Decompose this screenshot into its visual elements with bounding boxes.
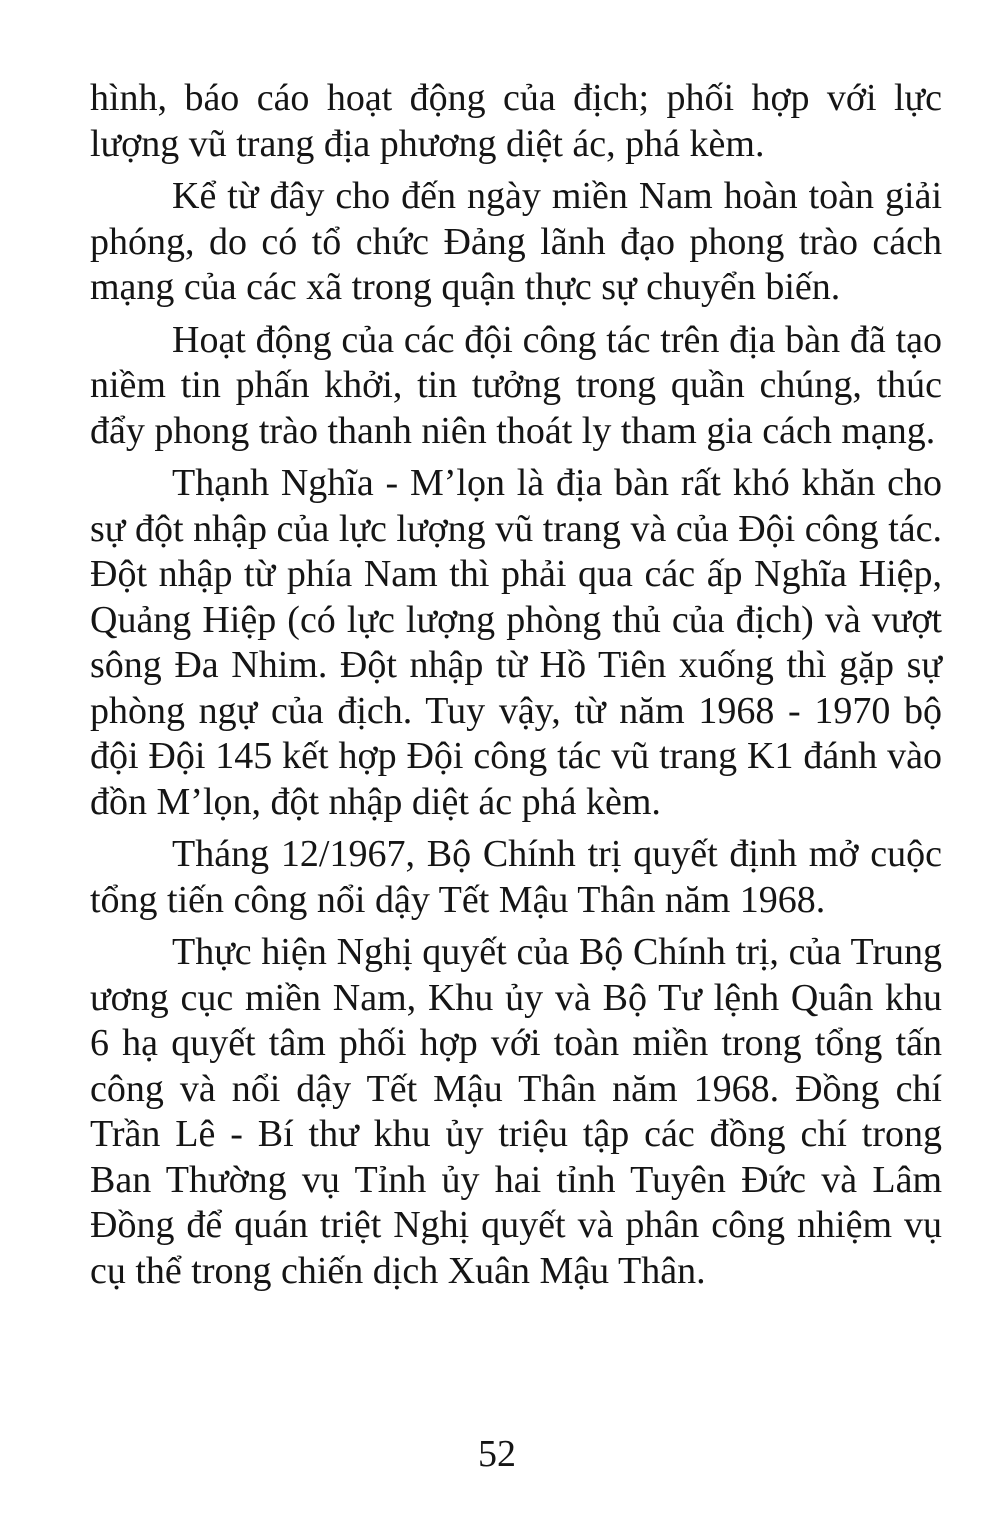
paragraph: Thạnh Nghĩa - M’lọn là địa bàn rất khó khăn cho sự đột nhập của lực lượng vũ trang và của Đội công tác. Đột nhập từ phía Nam thì phải qua các ấp Nghĩa Hiệp, Quảng Hiệp (có lực lượng phòng thủ của địch) và vượt sông Đa Nhim. Đột nhập từ Hồ Tiên xuống thì gặp sự phòng ngự của địch. Tuy vậy, từ năm 1968 - 1970 bộ đội Đội 145 kết hợp Đội công tác vũ trang K1 đánh vào đồn M’lọn, đột nhập diệt ác phá kèm. xyxy=(90,462,942,823)
paragraph-continuation: hình, báo cáo hoạt động của địch; phối hợp với lực lượng vũ trang địa phương diệt ác, phá kèm. xyxy=(90,77,942,165)
body-text xyxy=(90,76,942,1301)
paragraph: Thực hiện Nghị quyết của Bộ Chính trị, của Trung ương cục miền Nam, Khu ủy và Bộ Tư lệnh Quân khu 6 hạ quyết tâm phối hợp với toàn miền trong tổng tấn công và nổi dậy Tết Mậu Thân năm 1968. Đồng chí Trần Lê - Bí thư khu ủy triệu tập các đồng chí trong Ban Thường vụ Tỉnh ủy hai tỉnh Tuyên Đức và Lâm Đồng để quán triệt Nghị quyết và phân công nhiệm vụ cụ thể trong chiến dịch Xuân Mậu Thân. xyxy=(90,931,942,1292)
paragraph: Kể từ đây cho đến ngày miền Nam hoàn toàn giải phóng, do có tổ chức Đảng lãnh đạo phong trào cách mạng của các xã trong quận thực sự chuyển biến. xyxy=(90,175,942,308)
paragraph: Hoạt động của các đội công tác trên địa bàn đã tạo niềm tin phấn khởi, tin tưởng trong quần chúng, thúc đẩy phong trào thanh niên thoát ly tham gia cách mạng. xyxy=(90,318,942,452)
paragraph: Tháng 12/1967, Bộ Chính trị quyết định mở cuộc tổng tiến công nổi dậy Tết Mậu Thân năm 1968. xyxy=(90,833,942,921)
page-number: 52 xyxy=(478,1433,516,1475)
